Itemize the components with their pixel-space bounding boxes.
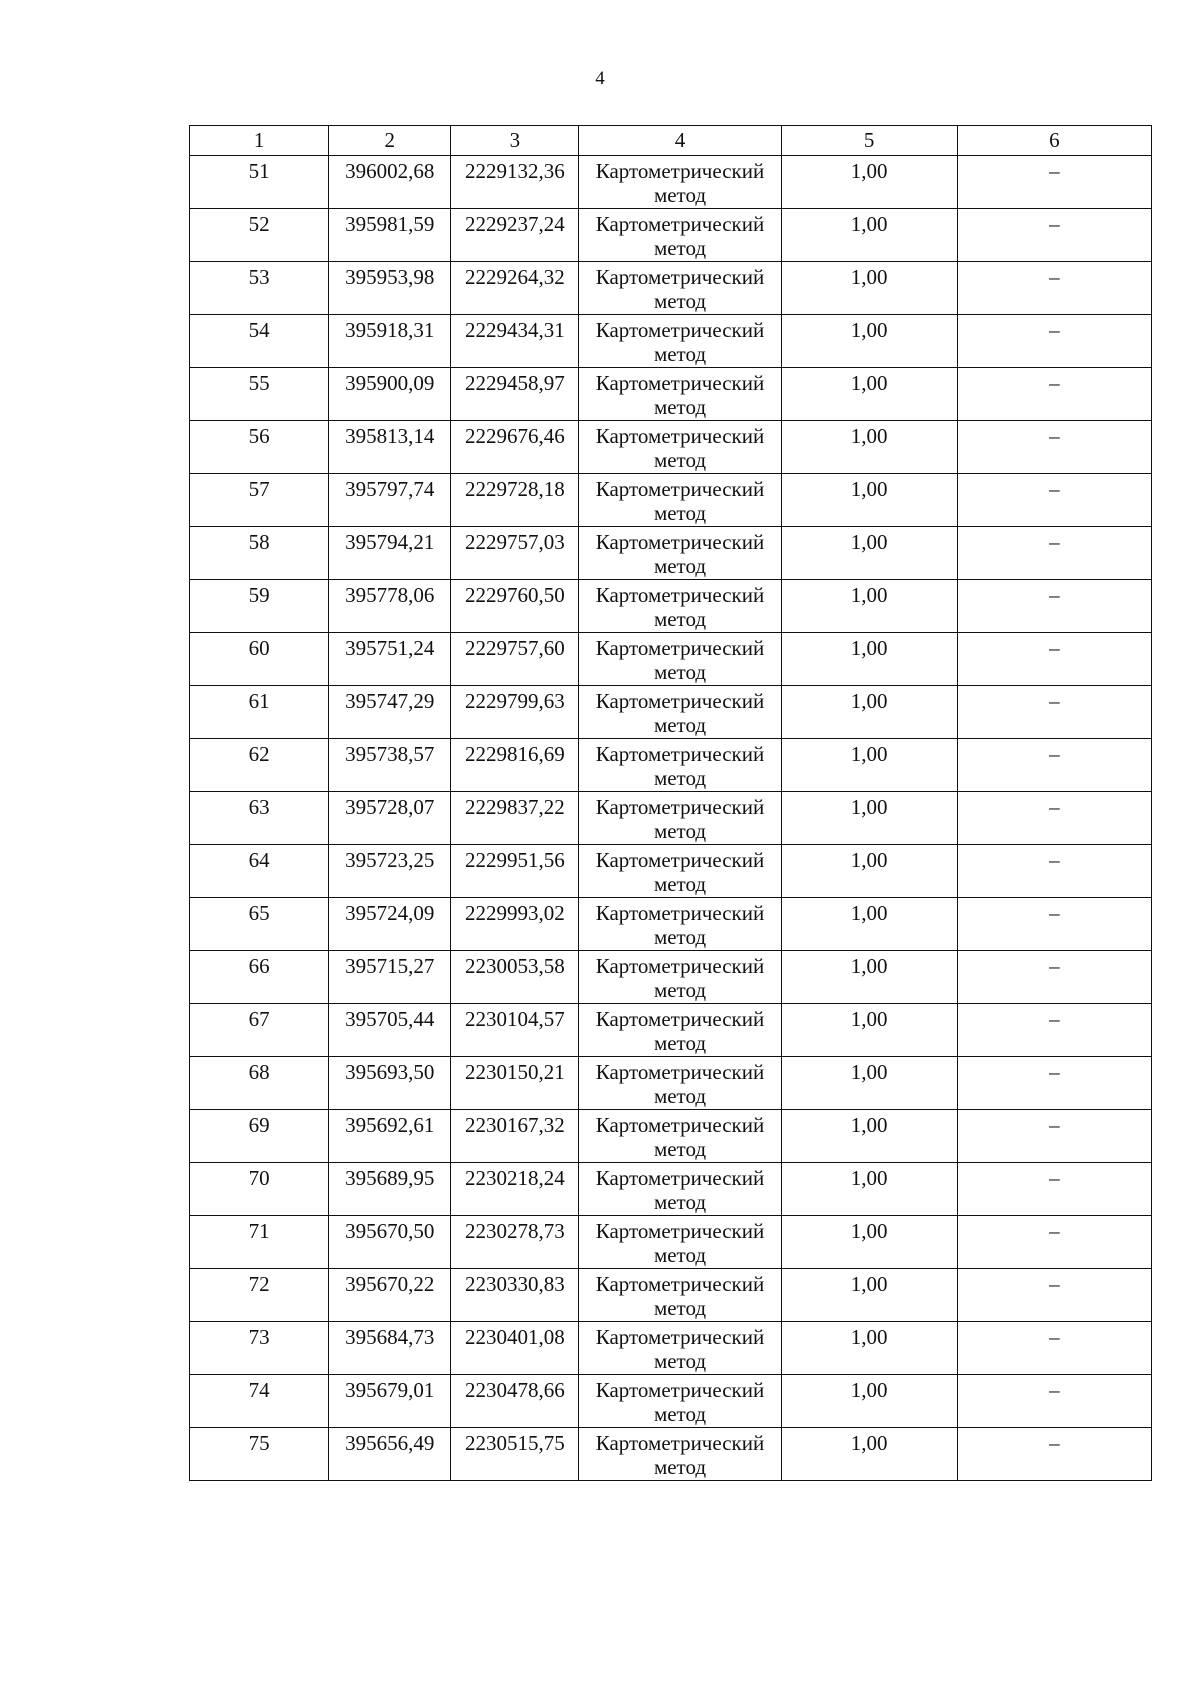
- description-cell: –: [957, 474, 1151, 527]
- description-cell: –: [957, 1057, 1151, 1110]
- point-number-cell: 75: [190, 1428, 329, 1481]
- method-cell: Картометрический метод: [579, 845, 781, 898]
- point-number-cell: 57: [190, 474, 329, 527]
- table-row: [190, 1375, 1152, 1428]
- accuracy-cell: 1,00: [781, 156, 957, 209]
- method-cell: Картометрический метод: [579, 368, 781, 421]
- method-cell: Картометрический метод: [579, 421, 781, 474]
- description-cell: –: [957, 156, 1151, 209]
- accuracy-cell: 1,00: [781, 474, 957, 527]
- x-coordinate-cell: 395751,24: [329, 633, 451, 686]
- description-cell: –: [957, 792, 1151, 845]
- description-cell: –: [957, 739, 1151, 792]
- method-cell: Картометрический метод: [579, 1057, 781, 1110]
- method-cell: Картометрический метод: [579, 686, 781, 739]
- x-coordinate-cell: 395900,09: [329, 368, 451, 421]
- point-number-cell: 74: [190, 1375, 329, 1428]
- point-number-cell: 69: [190, 1110, 329, 1163]
- table-row: [190, 156, 1152, 209]
- method-cell: Картометрический метод: [579, 1110, 781, 1163]
- method-cell: Картометрический метод: [579, 1375, 781, 1428]
- header-cell-2: 2: [329, 126, 451, 156]
- table-row: [190, 951, 1152, 1004]
- description-cell: –: [957, 1216, 1151, 1269]
- table-row: [190, 845, 1152, 898]
- x-coordinate-cell: 395981,59: [329, 209, 451, 262]
- x-coordinate-cell: 395728,07: [329, 792, 451, 845]
- table-body: [190, 156, 1152, 1481]
- point-number-cell: 52: [190, 209, 329, 262]
- x-coordinate-cell: 396002,68: [329, 156, 451, 209]
- header-cell-1: 1: [190, 126, 329, 156]
- x-coordinate-cell: 395670,22: [329, 1269, 451, 1322]
- method-cell: Картометрический метод: [579, 209, 781, 262]
- table-row: [190, 1163, 1152, 1216]
- x-coordinate-cell: 395693,50: [329, 1057, 451, 1110]
- x-coordinate-cell: 395953,98: [329, 262, 451, 315]
- page-number: 4: [595, 68, 605, 89]
- y-coordinate-cell: 2230478,66: [451, 1375, 579, 1428]
- accuracy-cell: 1,00: [781, 1216, 957, 1269]
- header-cell-4: 4: [579, 126, 781, 156]
- method-cell: Картометрический метод: [579, 262, 781, 315]
- table-row: [190, 792, 1152, 845]
- accuracy-cell: 1,00: [781, 686, 957, 739]
- table-row: [190, 209, 1152, 262]
- header-cell-5: 5: [781, 126, 957, 156]
- table-row: [190, 739, 1152, 792]
- point-number-cell: 71: [190, 1216, 329, 1269]
- y-coordinate-cell: 2229757,60: [451, 633, 579, 686]
- description-cell: –: [957, 633, 1151, 686]
- accuracy-cell: 1,00: [781, 1269, 957, 1322]
- description-cell: –: [957, 262, 1151, 315]
- coordinates-table: [189, 125, 1152, 1481]
- accuracy-cell: 1,00: [781, 1428, 957, 1481]
- accuracy-cell: 1,00: [781, 792, 957, 845]
- x-coordinate-cell: 395679,01: [329, 1375, 451, 1428]
- description-cell: –: [957, 951, 1151, 1004]
- point-number-cell: 72: [190, 1269, 329, 1322]
- y-coordinate-cell: 2230218,24: [451, 1163, 579, 1216]
- method-cell: Картометрический метод: [579, 527, 781, 580]
- x-coordinate-cell: 395670,50: [329, 1216, 451, 1269]
- description-cell: –: [957, 898, 1151, 951]
- y-coordinate-cell: 2230401,08: [451, 1322, 579, 1375]
- description-cell: –: [957, 315, 1151, 368]
- y-coordinate-cell: 2229264,32: [451, 262, 579, 315]
- description-cell: –: [957, 368, 1151, 421]
- table-row: [190, 474, 1152, 527]
- table-row: [190, 262, 1152, 315]
- table-row: [190, 686, 1152, 739]
- accuracy-cell: 1,00: [781, 580, 957, 633]
- description-cell: –: [957, 1163, 1151, 1216]
- point-number-cell: 68: [190, 1057, 329, 1110]
- point-number-cell: 67: [190, 1004, 329, 1057]
- table-row: [190, 315, 1152, 368]
- accuracy-cell: 1,00: [781, 315, 957, 368]
- header-row: [190, 126, 1152, 156]
- header-cell-6: 6: [957, 126, 1151, 156]
- y-coordinate-cell: 2229237,24: [451, 209, 579, 262]
- y-coordinate-cell: 2229837,22: [451, 792, 579, 845]
- method-cell: Картометрический метод: [579, 315, 781, 368]
- x-coordinate-cell: 395723,25: [329, 845, 451, 898]
- method-cell: Картометрический метод: [579, 1322, 781, 1375]
- x-coordinate-cell: 395656,49: [329, 1428, 451, 1481]
- y-coordinate-cell: 2230053,58: [451, 951, 579, 1004]
- y-coordinate-cell: 2230330,83: [451, 1269, 579, 1322]
- accuracy-cell: 1,00: [781, 739, 957, 792]
- table-row: [190, 898, 1152, 951]
- point-number-cell: 73: [190, 1322, 329, 1375]
- point-number-cell: 55: [190, 368, 329, 421]
- method-cell: Картометрический метод: [579, 1163, 781, 1216]
- table-row: [190, 1216, 1152, 1269]
- y-coordinate-cell: 2229434,31: [451, 315, 579, 368]
- table-header: [190, 126, 1152, 156]
- x-coordinate-cell: 395918,31: [329, 315, 451, 368]
- method-cell: Картометрический метод: [579, 1428, 781, 1481]
- table-row: [190, 580, 1152, 633]
- accuracy-cell: 1,00: [781, 368, 957, 421]
- accuracy-cell: 1,00: [781, 527, 957, 580]
- point-number-cell: 51: [190, 156, 329, 209]
- accuracy-cell: 1,00: [781, 1110, 957, 1163]
- description-cell: –: [957, 527, 1151, 580]
- table-row: [190, 1057, 1152, 1110]
- y-coordinate-cell: 2230278,73: [451, 1216, 579, 1269]
- method-cell: Картометрический метод: [579, 580, 781, 633]
- accuracy-cell: 1,00: [781, 209, 957, 262]
- accuracy-cell: 1,00: [781, 262, 957, 315]
- accuracy-cell: 1,00: [781, 1004, 957, 1057]
- table-row: [190, 1110, 1152, 1163]
- y-coordinate-cell: 2230515,75: [451, 1428, 579, 1481]
- header-cell-3: 3: [451, 126, 579, 156]
- description-cell: –: [957, 1375, 1151, 1428]
- description-cell: –: [957, 1110, 1151, 1163]
- table-row: [190, 368, 1152, 421]
- description-cell: –: [957, 580, 1151, 633]
- y-coordinate-cell: 2229676,46: [451, 421, 579, 474]
- point-number-cell: 60: [190, 633, 329, 686]
- accuracy-cell: 1,00: [781, 1375, 957, 1428]
- point-number-cell: 70: [190, 1163, 329, 1216]
- x-coordinate-cell: 395705,44: [329, 1004, 451, 1057]
- x-coordinate-cell: 395692,61: [329, 1110, 451, 1163]
- y-coordinate-cell: 2229760,50: [451, 580, 579, 633]
- point-number-cell: 58: [190, 527, 329, 580]
- method-cell: Картометрический метод: [579, 633, 781, 686]
- x-coordinate-cell: 395715,27: [329, 951, 451, 1004]
- table-row: [190, 527, 1152, 580]
- method-cell: Картометрический метод: [579, 898, 781, 951]
- y-coordinate-cell: 2229993,02: [451, 898, 579, 951]
- description-cell: –: [957, 1428, 1151, 1481]
- method-cell: Картометрический метод: [579, 739, 781, 792]
- accuracy-cell: 1,00: [781, 1163, 957, 1216]
- point-number-cell: 53: [190, 262, 329, 315]
- y-coordinate-cell: 2229816,69: [451, 739, 579, 792]
- table-row: [190, 1428, 1152, 1481]
- accuracy-cell: 1,00: [781, 951, 957, 1004]
- table-row: [190, 421, 1152, 474]
- accuracy-cell: 1,00: [781, 845, 957, 898]
- y-coordinate-cell: 2229132,36: [451, 156, 579, 209]
- point-number-cell: 61: [190, 686, 329, 739]
- point-number-cell: 62: [190, 739, 329, 792]
- accuracy-cell: 1,00: [781, 421, 957, 474]
- y-coordinate-cell: 2229458,97: [451, 368, 579, 421]
- point-number-cell: 59: [190, 580, 329, 633]
- accuracy-cell: 1,00: [781, 1057, 957, 1110]
- accuracy-cell: 1,00: [781, 898, 957, 951]
- method-cell: Картометрический метод: [579, 792, 781, 845]
- table-row: [190, 633, 1152, 686]
- y-coordinate-cell: 2229757,03: [451, 527, 579, 580]
- description-cell: –: [957, 686, 1151, 739]
- point-number-cell: 56: [190, 421, 329, 474]
- table-row: [190, 1269, 1152, 1322]
- method-cell: Картометрический метод: [579, 1216, 781, 1269]
- description-cell: –: [957, 845, 1151, 898]
- x-coordinate-cell: 395778,06: [329, 580, 451, 633]
- table-row: [190, 1322, 1152, 1375]
- y-coordinate-cell: 2230104,57: [451, 1004, 579, 1057]
- description-cell: –: [957, 1004, 1151, 1057]
- method-cell: Картометрический метод: [579, 474, 781, 527]
- y-coordinate-cell: 2229799,63: [451, 686, 579, 739]
- accuracy-cell: 1,00: [781, 1322, 957, 1375]
- point-number-cell: 66: [190, 951, 329, 1004]
- point-number-cell: 65: [190, 898, 329, 951]
- accuracy-cell: 1,00: [781, 633, 957, 686]
- x-coordinate-cell: 395738,57: [329, 739, 451, 792]
- method-cell: Картометрический метод: [579, 951, 781, 1004]
- method-cell: Картометрический метод: [579, 1269, 781, 1322]
- x-coordinate-cell: 395747,29: [329, 686, 451, 739]
- x-coordinate-cell: 395689,95: [329, 1163, 451, 1216]
- description-cell: –: [957, 1269, 1151, 1322]
- x-coordinate-cell: 395794,21: [329, 527, 451, 580]
- y-coordinate-cell: 2229728,18: [451, 474, 579, 527]
- point-number-cell: 63: [190, 792, 329, 845]
- description-cell: –: [957, 421, 1151, 474]
- x-coordinate-cell: 395684,73: [329, 1322, 451, 1375]
- x-coordinate-cell: 395724,09: [329, 898, 451, 951]
- x-coordinate-cell: 395813,14: [329, 421, 451, 474]
- y-coordinate-cell: 2230150,21: [451, 1057, 579, 1110]
- point-number-cell: 54: [190, 315, 329, 368]
- method-cell: Картометрический метод: [579, 156, 781, 209]
- method-cell: Картометрический метод: [579, 1004, 781, 1057]
- description-cell: –: [957, 1322, 1151, 1375]
- y-coordinate-cell: 2229951,56: [451, 845, 579, 898]
- y-coordinate-cell: 2230167,32: [451, 1110, 579, 1163]
- point-number-cell: 64: [190, 845, 329, 898]
- table-row: [190, 1004, 1152, 1057]
- description-cell: –: [957, 209, 1151, 262]
- x-coordinate-cell: 395797,74: [329, 474, 451, 527]
